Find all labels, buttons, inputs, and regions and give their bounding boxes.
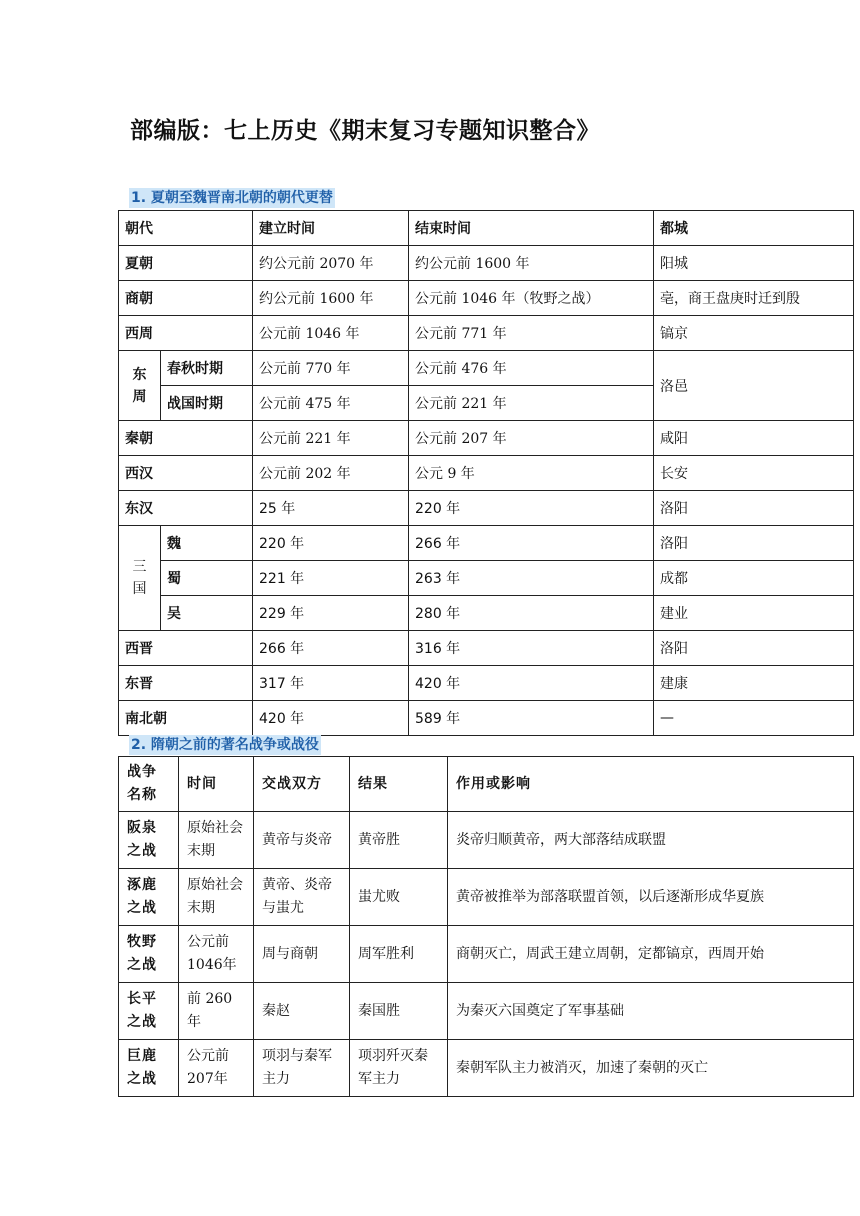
header-parties: 交战双方 — [254, 757, 350, 812]
war-table — [118, 756, 854, 1097]
war-name: 牧野之战 — [119, 926, 179, 983]
header-dynasty: 朝代 — [119, 211, 253, 246]
table-row — [119, 491, 854, 526]
war-parties: 秦赵 — [254, 983, 350, 1040]
group-label-dongzhou — [119, 351, 161, 421]
dynasty-name: 夏朝 — [119, 246, 253, 281]
war-result: 黄帝胜 — [350, 812, 448, 869]
start-time: 221 年 — [253, 561, 409, 596]
dynasty-name: 西周 — [119, 316, 253, 351]
end-time: 280 年 — [409, 596, 654, 631]
start-time: 公元前 770 年 — [253, 351, 409, 386]
group-label-sanguo — [119, 526, 161, 631]
capital: 镐京 — [654, 316, 854, 351]
capital: 亳，商王盘庚时迁到殷 — [654, 281, 854, 316]
header-war-name: 战争名称 — [119, 757, 179, 812]
end-time: 公元 9 年 — [409, 456, 654, 491]
table-row — [119, 246, 854, 281]
table-row — [119, 812, 854, 869]
kingdom-name: 魏 — [161, 526, 253, 561]
war-time: 前 260 年 — [179, 983, 254, 1040]
capital: 洛阳 — [654, 631, 854, 666]
start-time: 266 年 — [253, 631, 409, 666]
war-result: 项羽歼灭秦军主力 — [350, 1040, 448, 1097]
war-impact: 黄帝被推举为部落联盟首领，以后逐渐形成华夏族 — [448, 869, 854, 926]
capital: 长安 — [654, 456, 854, 491]
war-impact: 商朝灭亡，周武王建立周朝，定都镐京，西周开始 — [448, 926, 854, 983]
capital: 洛邑 — [654, 351, 854, 421]
section-heading-wars: 2. 隋朝之前的著名战争或战役 — [131, 737, 319, 753]
start-time: 公元前 202 年 — [253, 456, 409, 491]
war-name: 涿鹿之战 — [119, 869, 179, 926]
dynasty-name: 西汉 — [119, 456, 253, 491]
dynasty-name: 商朝 — [119, 281, 253, 316]
end-time: 公元前 476 年 — [409, 351, 654, 386]
table-row — [119, 666, 854, 701]
kingdom-name: 吴 — [161, 596, 253, 631]
end-time: 220 年 — [409, 491, 654, 526]
start-time: 约公元前 1600 年 — [253, 281, 409, 316]
header-capital: 都城 — [654, 211, 854, 246]
capital: 洛阳 — [654, 526, 854, 561]
capital: 咸阳 — [654, 421, 854, 456]
war-parties: 黄帝、炎帝与蚩尤 — [254, 869, 350, 926]
end-time: 约公元前 1600 年 — [409, 246, 654, 281]
table-header-row — [119, 211, 854, 246]
table-row — [119, 1040, 854, 1097]
start-time: 420 年 — [253, 701, 409, 736]
table-row — [119, 631, 854, 666]
war-parties: 周与商朝 — [254, 926, 350, 983]
war-name: 阪泉之战 — [119, 812, 179, 869]
header-end: 结束时间 — [409, 211, 654, 246]
war-parties: 黄帝与炎帝 — [254, 812, 350, 869]
table-row — [119, 456, 854, 491]
start-time: 公元前 475 年 — [253, 386, 409, 421]
war-result: 周军胜利 — [350, 926, 448, 983]
period-name: 战国时期 — [161, 386, 253, 421]
end-time: 316 年 — [409, 631, 654, 666]
dynasty-name: 东晋 — [119, 666, 253, 701]
header-time: 时间 — [179, 757, 254, 812]
war-parties: 项羽与秦军主力 — [254, 1040, 350, 1097]
kingdom-name: 蜀 — [161, 561, 253, 596]
end-time: 公元前 1046 年（牧野之战） — [409, 281, 654, 316]
table-row — [119, 869, 854, 926]
war-result: 蚩尤败 — [350, 869, 448, 926]
dynasty-name: 西晋 — [119, 631, 253, 666]
table-row — [119, 561, 854, 596]
start-time: 25 年 — [253, 491, 409, 526]
start-time: 317 年 — [253, 666, 409, 701]
war-time: 公元前1046年 — [179, 926, 254, 983]
table-row — [119, 526, 854, 561]
table-row — [119, 351, 854, 386]
period-name: 春秋时期 — [161, 351, 253, 386]
war-name: 巨鹿之战 — [119, 1040, 179, 1097]
group-label-text: 三国 — [132, 559, 147, 597]
war-name: 长平之战 — [119, 983, 179, 1040]
war-time: 原始社会末期 — [179, 812, 254, 869]
table-header-row — [119, 757, 854, 812]
table-row — [119, 701, 854, 736]
capital: 洛阳 — [654, 491, 854, 526]
capital: 建康 — [654, 666, 854, 701]
table-row — [119, 281, 854, 316]
dynasty-name: 秦朝 — [119, 421, 253, 456]
start-time: 公元前 1046 年 — [253, 316, 409, 351]
dynasty-table — [118, 210, 854, 736]
dynasty-name: 南北朝 — [119, 701, 253, 736]
war-impact: 秦朝军队主力被消灭，加速了秦朝的灭亡 — [448, 1040, 854, 1097]
start-time: 220 年 — [253, 526, 409, 561]
header-start: 建立时间 — [253, 211, 409, 246]
war-impact: 为秦灭六国奠定了军事基础 — [448, 983, 854, 1040]
group-label-text: 东周 — [132, 366, 147, 405]
header-result: 结果 — [350, 757, 448, 812]
capital: 阳城 — [654, 246, 854, 281]
end-time: 420 年 — [409, 666, 654, 701]
dynasty-name: 东汉 — [119, 491, 253, 526]
end-time: 266 年 — [409, 526, 654, 561]
capital: 成都 — [654, 561, 854, 596]
war-result: 秦国胜 — [350, 983, 448, 1040]
section-heading-dynasties: 1. 夏朝至魏晋南北朝的朝代更替 — [131, 190, 333, 206]
start-time: 公元前 221 年 — [253, 421, 409, 456]
page-title: 部编版：七上历史《期末复习专题知识整合》 — [130, 118, 600, 144]
end-time: 公元前 221 年 — [409, 386, 654, 421]
end-time: 公元前 207 年 — [409, 421, 654, 456]
header-impact: 作用或影响 — [448, 757, 854, 812]
end-time: 263 年 — [409, 561, 654, 596]
table-row — [119, 926, 854, 983]
end-time: 589 年 — [409, 701, 654, 736]
table-row — [119, 421, 854, 456]
table-row — [119, 983, 854, 1040]
capital: 建业 — [654, 596, 854, 631]
table-row — [119, 316, 854, 351]
table-row — [119, 596, 854, 631]
end-time: 公元前 771 年 — [409, 316, 654, 351]
war-time: 公元前207年 — [179, 1040, 254, 1097]
capital: — — [654, 701, 854, 736]
war-impact: 炎帝归顺黄帝，两大部落结成联盟 — [448, 812, 854, 869]
war-time: 原始社会末期 — [179, 869, 254, 926]
start-time: 229 年 — [253, 596, 409, 631]
start-time: 约公元前 2070 年 — [253, 246, 409, 281]
